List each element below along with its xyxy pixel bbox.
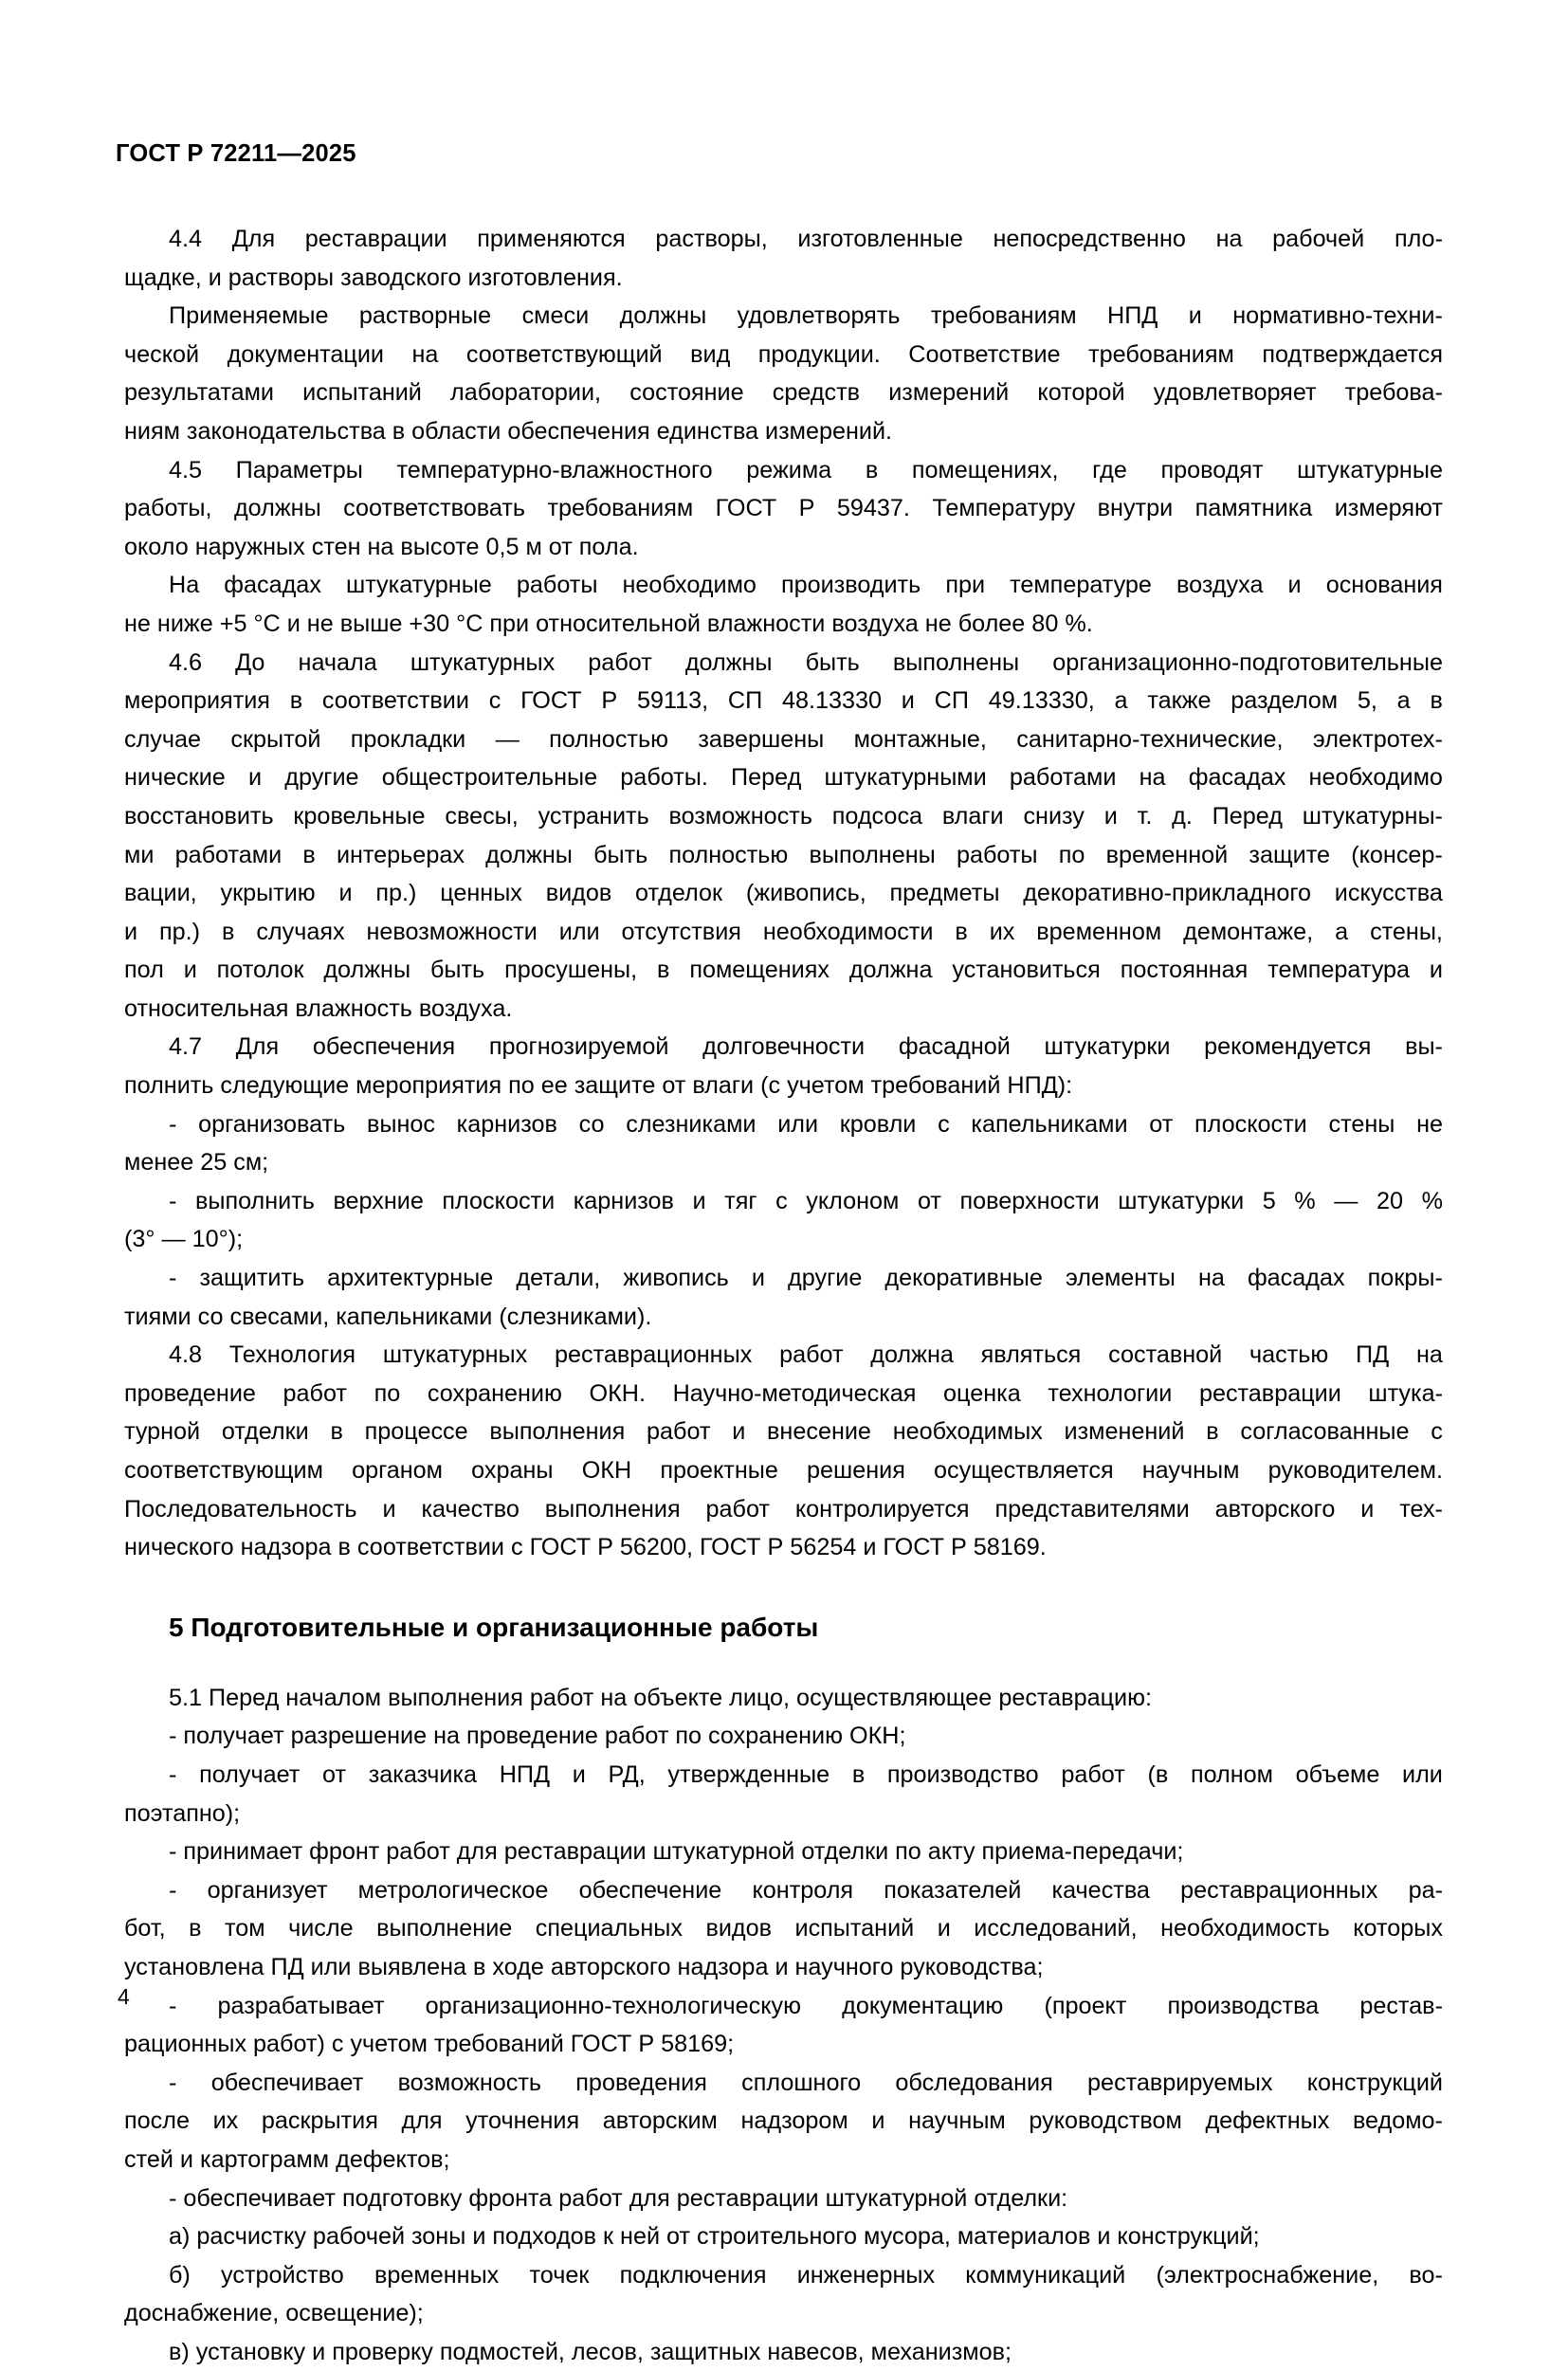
text-line: 4.8 Технология штукатурных реставрационных работ должна являться составной частью ПД на xyxy=(169,1341,1443,1369)
text-line: На фасадах штукатурные работы необходимо производить при температуре воздуха и основания xyxy=(169,572,1443,599)
text-line: щадке, и растворы заводского изготовления. xyxy=(124,264,623,291)
section-5-heading: 5 Подготовительные и организационные работы xyxy=(169,1612,819,1642)
text-line: - выполнить верхние плоскости карнизов и тяг с уклоном от поверхности штукатурки 5 % — 20 % xyxy=(169,1187,1443,1214)
text-line: - получает разрешение на проведение работ по сохранению ОКН; xyxy=(169,1723,906,1750)
text-line: нические и другие общестроительные работы. Перед штукатурными работами на фасадах необходимо xyxy=(124,764,1443,792)
text-line: Применяемые растворные смеси должны удовлетворять требованиям НПД и нормативно-техни- xyxy=(169,302,1443,330)
text-line: - принимает фронт работ для реставрации штукатурной отделки по акту приема-передачи; xyxy=(169,1838,1184,1866)
text-line: доснабжение, освещение); xyxy=(124,2300,424,2327)
text-line: - организовать вынос карнизов со слезниками или кровли с капельниками от плоскости стены не xyxy=(169,1110,1443,1138)
text-line: после их раскрытия для уточнения авторским надзором и научным руководством дефектных ведомо- xyxy=(124,2107,1443,2135)
text-line: и пр.) в случаях невозможности или отсутствия необходимости в их временном демонтаже, а стены, xyxy=(124,918,1443,945)
text-line: ниям законодательства в области обеспечения единства измерений. xyxy=(124,417,893,445)
text-line: нического надзора в соответствии с ГОСТ Р 56200, ГОСТ Р 56254 и ГОСТ Р 58169. xyxy=(124,1534,1047,1561)
text-line: менее 25 см; xyxy=(124,1149,269,1176)
text-line: относительная влажность воздуха. xyxy=(124,994,513,1022)
text-line: пол и потолок должны быть просушены, в помещениях должна установиться постоянная температура и xyxy=(124,957,1443,984)
text-line: стей и картограмм дефектов; xyxy=(124,2145,450,2173)
text-line: не ниже +5 °С и не выше +30 °С при относительной влажности воздуха не более 80 %. xyxy=(124,610,1093,637)
body-text-column xyxy=(124,220,1443,2371)
text-line: установлена ПД или выявлена в ходе авторского надзора и научного руководства; xyxy=(124,1953,1044,1980)
text-line: работы, должны соответствовать требованиям ГОСТ Р 59437. Температуру внутри памятника измеряют xyxy=(124,495,1443,522)
text-line: ческой документации на соответствующий вид продукции. Соответствие требованиям подтверждается xyxy=(124,340,1443,368)
text-line: ми работами в интерьерах должны быть полностью выполнены работы по временной защите (консер- xyxy=(124,841,1443,868)
running-header-standard-number: ГОСТ Р 72211—2025 xyxy=(116,140,356,167)
text-line: - обеспечивает подготовку фронта работ для реставрации штукатурной отделки: xyxy=(169,2184,1068,2212)
text-line: рационных работ) с учетом требований ГОСТ Р 58169; xyxy=(124,2031,735,2058)
text-line: около наружных стен на высоте 0,5 м от пола. xyxy=(124,533,639,560)
clauses-4-4-to-4-8 xyxy=(124,220,1443,1567)
text-line: - разрабатывает организационно-технологическую документацию (проект производства рестав- xyxy=(169,1992,1443,2019)
text-line: 4.7 Для обеспечения прогнозируемой долговечности фасадной штукатурки рекомендуется вы- xyxy=(169,1033,1443,1061)
text-line: 4.6 До начала штукатурных работ должны быть выполнены организационно-подготовительные xyxy=(169,648,1443,676)
text-line: результатами испытаний лаборатории, состояние средств измерений которой удовлетворяет требова- xyxy=(124,379,1443,407)
text-line: соответствующим органом охраны ОКН проектные решения осуществляется научным руководителем. xyxy=(124,1457,1443,1484)
text-line: мероприятия в соответствии с ГОСТ Р 59113, СП 48.13330 и СП 49.13330, а также разделом 5, а в xyxy=(124,687,1443,715)
clause-5-1-list xyxy=(124,1679,1443,2371)
text-line: 5.1 Перед началом выполнения работ на объекте лицо, осуществляющее реставрацию: xyxy=(169,1684,1152,1711)
text-line: тиями со свесами, капельниками (слезниками). xyxy=(124,1303,652,1330)
text-line: случае скрытой прокладки — полностью завершены монтажные, санитарно-технические, электротех- xyxy=(124,725,1443,753)
text-line: бот, в том числе выполнение специальных видов испытаний и исследований, необходимость которых xyxy=(124,1915,1443,1942)
text-line: турной отделки в процессе выполнения работ и внесение необходимых изменений в согласованные с xyxy=(124,1418,1443,1446)
text-line: б) устройство временных точек подключения инженерных коммуникаций (электроснабжение, во- xyxy=(169,2261,1443,2289)
text-line: в) установку и проверку подмостей, лесов, защитных навесов, механизмов; xyxy=(169,2338,1012,2365)
text-line: Последовательность и качество выполнения работ контролируется представителями авторского и тех- xyxy=(124,1495,1443,1523)
text-line: - организует метрологическое обеспечение контроля показателей качества реставрационных ра- xyxy=(169,1876,1443,1904)
text-line: а) расчистку рабочей зоны и подходов к ней от строительного мусора, материалов и конструкций; xyxy=(169,2223,1260,2251)
text-line: восстановить кровельные свесы, устранить возможность подсоса влаги снизу и т. д. Перед штукатурны- xyxy=(124,802,1443,830)
text-line: 4.5 Параметры температурно-влажностного режима в помещениях, где проводят штукатурные xyxy=(169,456,1443,483)
text-line: вации, укрытию и пр.) ценных видов отделок (живопись, предметы декоративно-прикладного искусства xyxy=(124,880,1443,907)
page-number: 4 xyxy=(118,1984,130,2009)
text-line: - обеспечивает возможность проведения сплошного обследования реставрируемых конструкций xyxy=(169,2069,1443,2096)
text-line: поэтапно); xyxy=(124,1799,241,1827)
text-line: полнить следующие мероприятия по ее защите от влаги (с учетом требований НПД): xyxy=(124,1072,1073,1100)
text-line: проведение работ по сохранению ОКН. Научно-методическая оценка технологии реставрации штука- xyxy=(124,1379,1443,1407)
text-line: 4.4 Для реставрации применяются растворы, изготовленные непосредственно на рабочей пло- xyxy=(169,226,1443,252)
text-line: (3° — 10°); xyxy=(124,1226,244,1253)
text-line: - защитить архитектурные детали, живопись и другие декоративные элементы на фасадах покры- xyxy=(169,1265,1443,1292)
text-line: - получает от заказчика НПД и РД, утвержденные в производство работ (в полном объеме или xyxy=(169,1760,1443,1788)
